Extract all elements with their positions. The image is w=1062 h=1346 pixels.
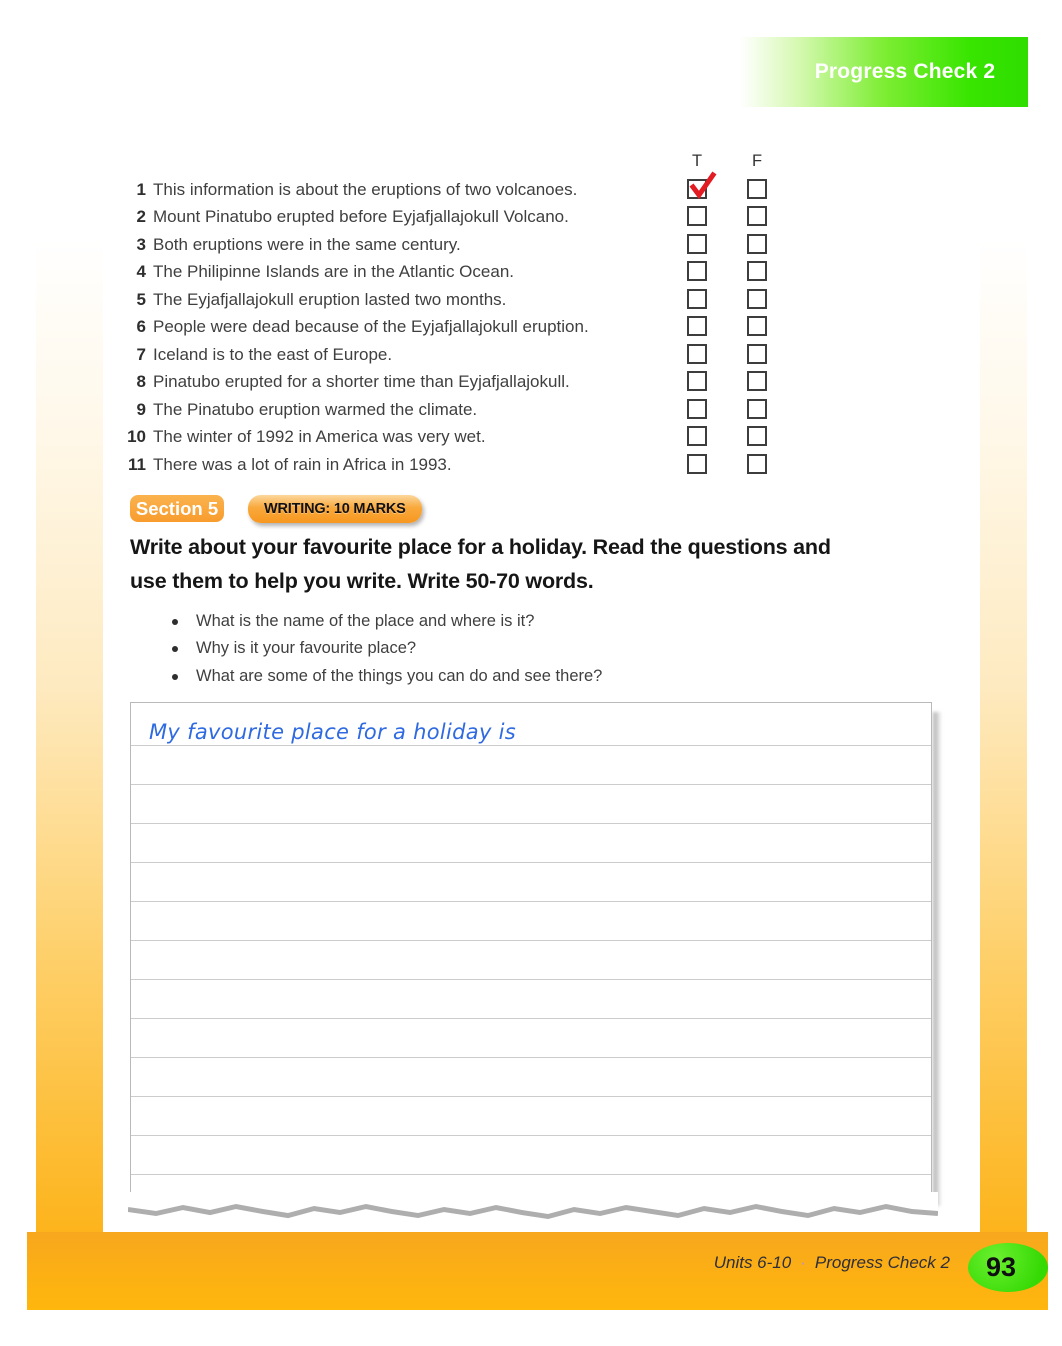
- true-checkbox[interactable]: [687, 289, 707, 309]
- false-checkbox[interactable]: [747, 206, 767, 226]
- statement-text: The Eyjafjallajokull eruption lasted two months.: [153, 290, 507, 309]
- tf-statement-row: [0, 368, 1062, 396]
- footer-separator-dot: ·: [800, 1253, 806, 1272]
- tf-statement-row: [0, 258, 1062, 286]
- tf-statement-row: [0, 313, 1062, 341]
- torn-edge-decoration: [128, 1192, 938, 1226]
- statement-number: 4: [136, 262, 146, 281]
- writing-line: [131, 1174, 931, 1175]
- false-checkbox[interactable]: [747, 344, 767, 364]
- writing-marks-label: WRITING: 10 MARKS: [264, 501, 406, 517]
- writing-box-shadow: [933, 712, 941, 1206]
- writing-line: [131, 823, 931, 824]
- true-checkbox[interactable]: [687, 316, 707, 336]
- true-checkbox[interactable]: [687, 371, 707, 391]
- true-checkbox[interactable]: [687, 206, 707, 226]
- statement-text: Mount Pinatubo erupted before Eyjafjallajokull Volcano.: [153, 207, 569, 226]
- false-checkbox[interactable]: [747, 454, 767, 474]
- statement-number: 5: [136, 290, 146, 309]
- instructions-line: use them to help you write. Write 50-70 words.: [130, 568, 594, 593]
- footer-section-label: Progress Check 2: [814, 1253, 950, 1272]
- false-column-header: F: [751, 152, 763, 170]
- true-checkbox[interactable]: [687, 234, 707, 254]
- statement-number: 3: [136, 235, 146, 254]
- tf-statement-row: [0, 423, 1062, 451]
- true-checkbox[interactable]: [687, 454, 707, 474]
- true-checkbox[interactable]: [687, 426, 707, 446]
- red-check-icon: [687, 171, 717, 201]
- true-column-header: T: [691, 152, 703, 170]
- true-checkbox[interactable]: [687, 179, 707, 199]
- false-checkbox[interactable]: [747, 289, 767, 309]
- writing-line: [131, 862, 931, 863]
- page-number-badge: [968, 1243, 1048, 1292]
- writing-line: [131, 1135, 931, 1136]
- false-checkbox[interactable]: [747, 371, 767, 391]
- writing-line: [131, 901, 931, 902]
- statement-text: People were dead because of the Eyjafjallajokull eruption.: [153, 317, 589, 336]
- statement-text: This information is about the eruptions of two volcanoes.: [153, 180, 578, 199]
- statement-number: 6: [136, 317, 146, 336]
- true-checkbox[interactable]: [687, 261, 707, 281]
- writing-line: [131, 940, 931, 941]
- true-checkbox[interactable]: [687, 344, 707, 364]
- statement-number: 7: [136, 345, 146, 364]
- bullet-icon: [172, 646, 178, 652]
- writing-marks-badge: [248, 495, 422, 523]
- bullet-icon: [172, 619, 178, 625]
- question-text: What is the name of the place and where is it?: [196, 612, 535, 630]
- writing-line: [131, 1057, 931, 1058]
- statement-number: 11: [128, 455, 146, 474]
- statement-number: 8: [136, 372, 146, 391]
- progress-check-badge: [740, 37, 1028, 107]
- statement-text: The winter of 1992 in America was very wet.: [153, 427, 486, 446]
- writing-line: [131, 979, 931, 980]
- question-item: [168, 663, 768, 690]
- statement-number: 10: [127, 427, 146, 446]
- statement-number: 2: [136, 207, 146, 226]
- writing-area[interactable]: [130, 702, 932, 1207]
- footer-breadcrumb: [714, 1253, 950, 1273]
- statement-number: 1: [136, 180, 146, 199]
- tf-statement-row: [0, 396, 1062, 424]
- tf-statement-row: [0, 341, 1062, 369]
- tf-statement-row: [0, 451, 1062, 479]
- false-checkbox[interactable]: [747, 261, 767, 281]
- progress-check-badge-label: Progress Check 2: [814, 60, 996, 83]
- false-checkbox[interactable]: [747, 399, 767, 419]
- tf-column-headers: [0, 152, 1062, 174]
- statement-text: Iceland is to the east of Europe.: [153, 345, 393, 364]
- statement-text: The Philipinne Islands are in the Atlantic Ocean.: [153, 262, 514, 281]
- true-checkbox[interactable]: [687, 399, 707, 419]
- question-text: Why is it your favourite place?: [196, 639, 417, 658]
- writing-line: [131, 784, 931, 785]
- writing-line: [131, 745, 931, 746]
- section-5-badge: [130, 495, 224, 522]
- tf-statement-row: [0, 203, 1062, 231]
- false-checkbox[interactable]: [747, 234, 767, 254]
- question-item: [168, 608, 768, 635]
- false-checkbox[interactable]: [747, 179, 767, 199]
- tf-statement-row: [0, 176, 1062, 204]
- footer-units-label: Units 6-10: [713, 1253, 792, 1272]
- page-number: 93: [985, 1252, 1017, 1282]
- bullet-icon: [172, 674, 178, 680]
- writing-line: [131, 1096, 931, 1097]
- statement-text: There was a lot of rain in Africa in 1993.: [153, 455, 452, 474]
- statement-number: 9: [136, 400, 146, 419]
- question-list: [168, 608, 768, 690]
- writing-line: [131, 1018, 931, 1019]
- statement-text: Both eruptions were in the same century.: [153, 235, 461, 254]
- question-item: [168, 635, 768, 662]
- section-5-label: Section 5: [135, 497, 219, 519]
- question-text: What are some of the things you can do and see there?: [196, 666, 603, 685]
- writing-instructions: [130, 531, 950, 598]
- tf-statement-row: [0, 286, 1062, 314]
- statement-text: The Pinatubo eruption warmed the climate.: [153, 400, 478, 419]
- statement-text: Pinatubo erupted for a shorter time than Eyjafjallajokull.: [153, 372, 570, 391]
- false-checkbox[interactable]: [747, 426, 767, 446]
- false-checkbox[interactable]: [747, 316, 767, 336]
- tf-statement-row: [0, 231, 1062, 259]
- handwriting-text: My favourite place for a holiday is: [149, 720, 517, 744]
- instructions-line: Write about your favourite place for a holiday. Read the questions and: [130, 535, 831, 559]
